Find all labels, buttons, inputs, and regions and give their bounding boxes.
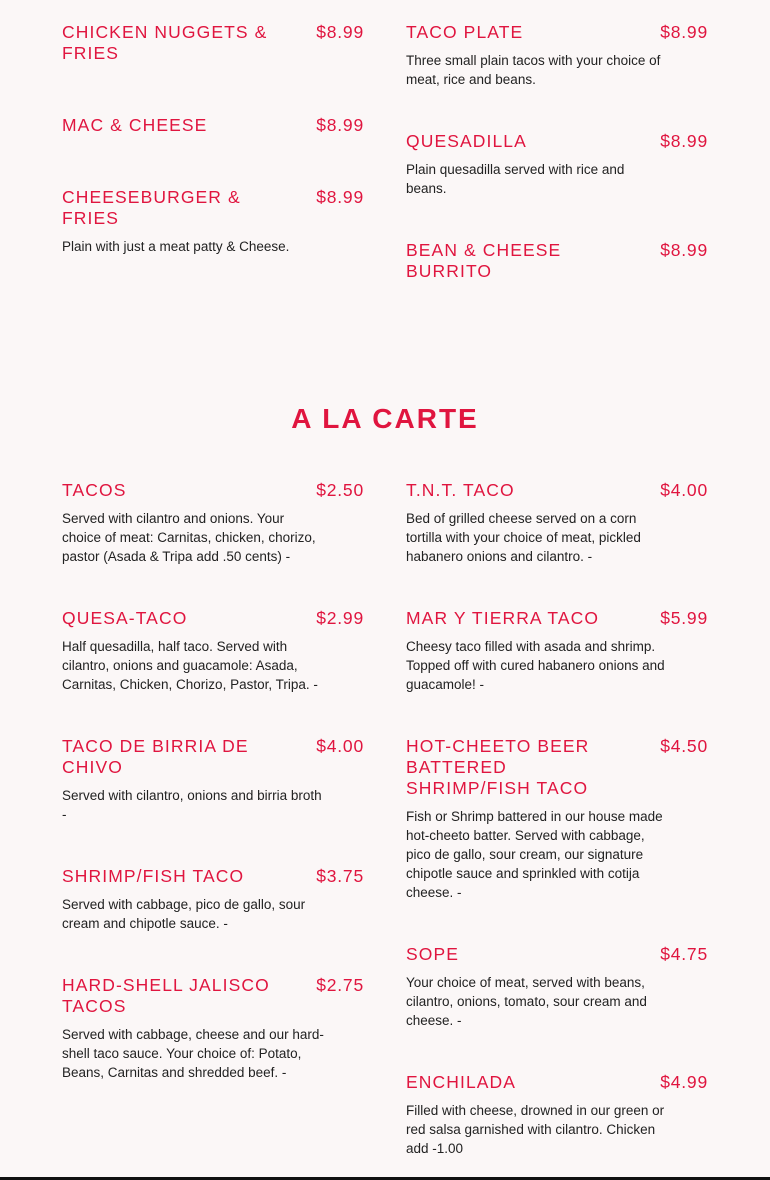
- alacarte-left-column: [62, 480, 364, 1158]
- item-name: ENCHILADA: [406, 1072, 517, 1092]
- item-description: Served with cilantro and onions. Your choice of meat: Carnitas, chicken, chorizo, pastor (Asada & Tripa add .50 cents) -: [62, 511, 316, 564]
- item-price: $8.99: [316, 22, 364, 42]
- item-price: $8.99: [660, 22, 708, 42]
- menu-item: [406, 1072, 708, 1158]
- item-name: CHEESEBURGER & FRIES: [62, 187, 241, 228]
- item-price: $2.50: [316, 480, 364, 500]
- item-name: T.N.T. TACO: [406, 480, 515, 500]
- item-price: $5.99: [660, 608, 708, 628]
- kids-menu: [62, 22, 708, 282]
- item-name: CHICKEN NUGGETS & FRIES: [62, 22, 268, 63]
- menu-item: [62, 187, 364, 256]
- alacarte-menu: [62, 480, 708, 1158]
- menu-item: [62, 115, 364, 136]
- item-description: Plain with just a meat patty & Cheese.: [62, 239, 290, 254]
- item-description: Filled with cheese, drowned in our green or red salsa garnished with cilantro. Chicken add -1.00: [406, 1103, 665, 1156]
- item-name: TACO DE BIRRIA DE CHIVO: [62, 736, 249, 777]
- alacarte-right-column: [406, 480, 708, 1158]
- section-title: A LA CARTE: [291, 403, 479, 434]
- item-description: Served with cilantro, onions and birria broth -: [62, 788, 322, 822]
- item-name: TACO PLATE: [406, 22, 524, 42]
- item-price: $8.99: [316, 187, 364, 207]
- item-name: MAR Y TIERRA TACO: [406, 608, 600, 628]
- item-price: $2.99: [316, 608, 364, 628]
- menu-item: [406, 131, 708, 198]
- item-description: Half quesadilla, half taco. Served with cilantro, onions and guacamole: Asada, Carnitas, Chicken, Chorizo, Pastor, Tripa. -: [62, 639, 318, 692]
- item-price: $4.00: [316, 736, 364, 756]
- menu-item: [406, 736, 708, 902]
- item-price: $3.75: [316, 866, 364, 886]
- item-name: SOPE: [406, 944, 460, 964]
- menu-item: [62, 22, 364, 64]
- kids-right-column: [406, 22, 708, 282]
- item-name: TACOS: [62, 480, 127, 500]
- item-price: $8.99: [660, 131, 708, 151]
- item-description: Served with cabbage, pico de gallo, sour cream and chipotle sauce. -: [62, 897, 306, 931]
- item-name: QUESADILLA: [406, 131, 527, 151]
- menu-item: [62, 975, 364, 1082]
- item-name: HARD-SHELL JALISCO TACOS: [62, 975, 270, 1016]
- item-price: $4.50: [660, 736, 708, 756]
- item-price: $8.99: [316, 115, 364, 135]
- item-description: Plain quesadilla served with rice and beans.: [406, 162, 625, 196]
- item-name: SHRIMP/FISH TACO: [62, 866, 245, 886]
- menu-item: [406, 240, 708, 282]
- item-description: Bed of grilled cheese served on a corn tortilla with your choice of meat, pickled habanero onions and cilantro. -: [406, 511, 641, 564]
- item-description: Cheesy taco filled with asada and shrimp. Topped off with cured habanero onions and guacamole! -: [406, 639, 665, 692]
- item-description: Three small plain tacos with your choice of meat, rice and beans.: [406, 53, 661, 87]
- item-description: Fish or Shrimp battered in our house made hot-cheeto batter. Served with cabbage, pico de gallo, sour cream, our signature chipotle sauce and sprinkled with cotija cheese. -: [406, 809, 663, 900]
- menu-item: [406, 944, 708, 1030]
- item-name: HOT-CHEETO BEER BATTERED SHRIMP/FISH TACO: [406, 736, 590, 798]
- kids-left-column: [62, 22, 364, 282]
- menu-item: [62, 608, 364, 694]
- menu-item: [62, 866, 364, 933]
- menu-item: [406, 608, 708, 694]
- item-price: $2.75: [316, 975, 364, 995]
- menu-item: [62, 736, 364, 824]
- item-description: Your choice of meat, served with beans, cilantro, onions, tomato, sour cream and cheese. -: [406, 975, 647, 1028]
- item-name: QUESA-TACO: [62, 608, 188, 628]
- menu-item: [62, 480, 364, 566]
- item-price: $4.75: [660, 944, 708, 964]
- item-name: MAC & CHEESE: [62, 115, 208, 135]
- item-price: $4.99: [660, 1072, 708, 1092]
- item-name: BEAN & CHEESE BURRITO: [406, 240, 562, 281]
- item-price: $8.99: [660, 240, 708, 260]
- item-price: $4.00: [660, 480, 708, 500]
- menu-item: [406, 22, 708, 89]
- item-description: Served with cabbage, cheese and our hard-shell taco sauce. Your choice of: Potato, Beans, Carnitas and shredded beef. -: [62, 1027, 324, 1080]
- menu-item: [406, 480, 708, 566]
